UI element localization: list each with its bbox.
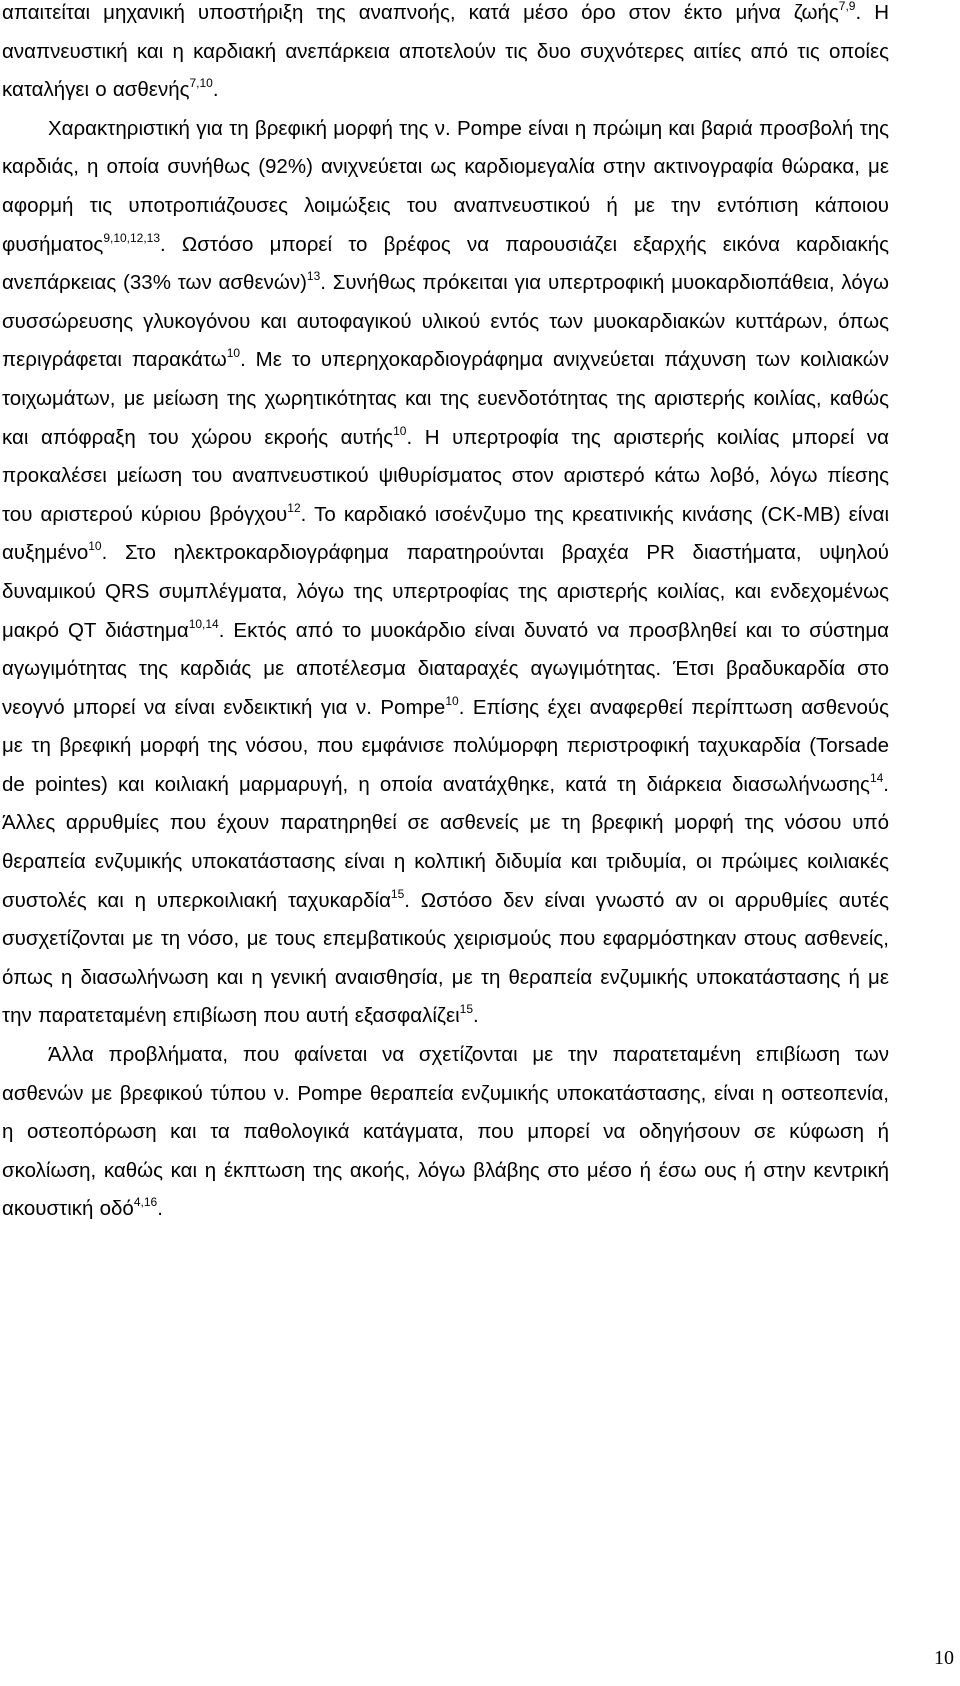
text-run: . Συνήθως πρόκειται για υπερτροφική μυοκαρδιοπάθεια, λόγω συσσώρευσης γλυκογόνου και αυτοφαγικού υλικού εντός των μυοκαρδιακών κυττάρων, όπως περιγράφεται παρακάτω: [2, 271, 889, 372]
text-run: .: [473, 1004, 479, 1028]
citation-superscript: 4,16: [133, 1195, 158, 1210]
text-run: . Επίσης έχει αναφερθεί περίπτωση ασθενούς με τη βρεφική μορφή της νόσου, που εμφάνισε πολύμορφη περιστροφική ταχυκαρδία (Torsade de pointes) και κοιλιακή μαρμαρυγή, η οποία ανατάχθηκε, κατά τη διάρκεια διασωλήνωσης: [2, 695, 889, 796]
citation-superscript: 10: [445, 693, 459, 708]
text-run: απαιτείται μηχανική υποστήριξη της αναπνοής, κατά μέσο όρο στον έκτο μήνα ζωής: [2, 1, 839, 24]
text-run: . Ωστόσο δεν είναι γνωστό αν οι αρρυθμίες αυτές συσχετίζονται με τη νόσο, με τους επεμβατικούς χειρισμούς που εφαρμόστηκαν στους ασθενείς, όπως η διασωλήνωση και η γενική αναισθησία, με τη θεραπεία ενζυμικής υποκατάστασης ή με την παρατεταμένη επιβίωση που αυτή εξασφαλίζει: [2, 888, 889, 1028]
text-run: . Άλλες αρρυθμίες που έχουν παρατηρηθεί σε ασθενείς με τη βρεφική μορφή της νόσου υπό θεραπεία ενζυμικής υποκατάστασης είναι η κολπική διδυμία και τριδυμία, οι πρώιμες κοιλιακές συστολές και η υπερκοιλιακή ταχυκαρδία: [2, 772, 889, 912]
citation-superscript: 7,10: [189, 76, 213, 91]
citation-superscript: 15: [459, 1002, 474, 1017]
citation-superscript: 10: [88, 539, 102, 554]
citation-superscript: 10: [393, 423, 407, 438]
citation-superscript: 10: [226, 346, 241, 361]
text-run: . Το καρδιακό ισοένζυμο της κρεατινικής κινάσης (CK-MB) είναι αυξημένο: [2, 502, 890, 565]
text-run: .: [212, 78, 219, 102]
citation-superscript: 10,14: [188, 616, 219, 631]
body-paragraph: [2, 1036, 889, 1229]
text-run: Άλλα προβλήματα, που φαίνεται να σχετίζονται με την παρατεταμένη επιβίωση των ασθενών με βρεφικού τύπου ν. Pompe θεραπεία ενζυμικής υποκατάστασης, είναι η οστεοπενία, η οστεοπόρωση και τα παθολογικά κατάγματα, που μπορεί να οδηγήσουν σε κύφωση ή σκολίωση, καθώς και η έκπτωση της ακοής, λόγω βλάβης στο μέσο ή έσω ους ή στην κεντρική ακουστική οδό: [2, 1043, 889, 1221]
citation-superscript: 14: [869, 770, 884, 785]
citation-superscript: 9,10,12,13: [103, 230, 161, 245]
text-run: . Στο ηλεκτροκαρδιογράφημα παρατηρούνται βραχέα PR διαστήματα, υψηλού δυναμικού QRS συμπλέγματα, λόγω της υπερτροφίας της αριστερής κοιλίας, και ενδεχομένως μακρό QT διάστημα: [2, 541, 889, 642]
body-paragraph: [2, 110, 889, 1036]
text-run: . Με το υπερηχοκαρδιογράφημα ανιχνεύεται πάχυνση των κοιλιακών τοιχωμάτων, με μείωση της χωρητικότητας και της ευενδοτότητας της αριστερής κοιλίας, καθώς και απόφραξη του χώρου εκροής αυτής: [2, 348, 889, 449]
citation-superscript: 13: [306, 269, 321, 284]
text-run: . Η υπερτροφία της αριστερής κοιλίας μπορεί να προκαλέσει μείωση του αναπνευστικού ψιθυρίσματος στον αριστερό κάτω λοβό, λόγω πίεσης του αριστερού κύριου βρόγχου: [2, 425, 889, 526]
text-run: . Η αναπνευστική και η καρδιακή ανεπάρκεια αποτελούν τις δυο συχνότερες αιτίες από τις οποίες καταλήγει ο ασθενής: [2, 1, 889, 102]
citation-superscript: 12: [287, 500, 301, 515]
text-run: . Ωστόσο μπορεί το βρέφος να παρουσιάζει εξαρχής εικόνα καρδιακής ανεπάρκειας (33% των ασθενών): [2, 232, 889, 295]
text-run: . Εκτός από το μυοκάρδιο είναι δυνατό να προσβληθεί και το σύστημα αγωγιμότητας της καρδιάς με αποτέλεσμα διαταραχές αγωγιμότητας. Έτσι βραδυκαρδία στο νεογνό μπορεί να είναι ενδεικτική για ν. Pompe: [2, 618, 889, 719]
body-paragraph: [2, 0, 889, 110]
text-run: Χαρακτηριστική για τη βρεφική μορφή της ν. Pompe είναι η πρώιμη και βαριά προσβολή της καρδιάς, η οποία συνήθως (92%) ανιχνεύεται ως καρδιομεγαλία στην ακτινογραφία θώρακα, με αφορμή τις υποτροπιάζουσες λοιμώξεις του αναπνευστικού ή με την εντόπιση κάποιου φυσήματος: [2, 116, 889, 256]
citation-superscript: 15: [390, 886, 405, 901]
citation-superscript: 7,9: [838, 0, 856, 13]
text-run: .: [157, 1197, 163, 1221]
body-text: [2, 0, 889, 1229]
page-number: 10: [934, 1647, 954, 1669]
